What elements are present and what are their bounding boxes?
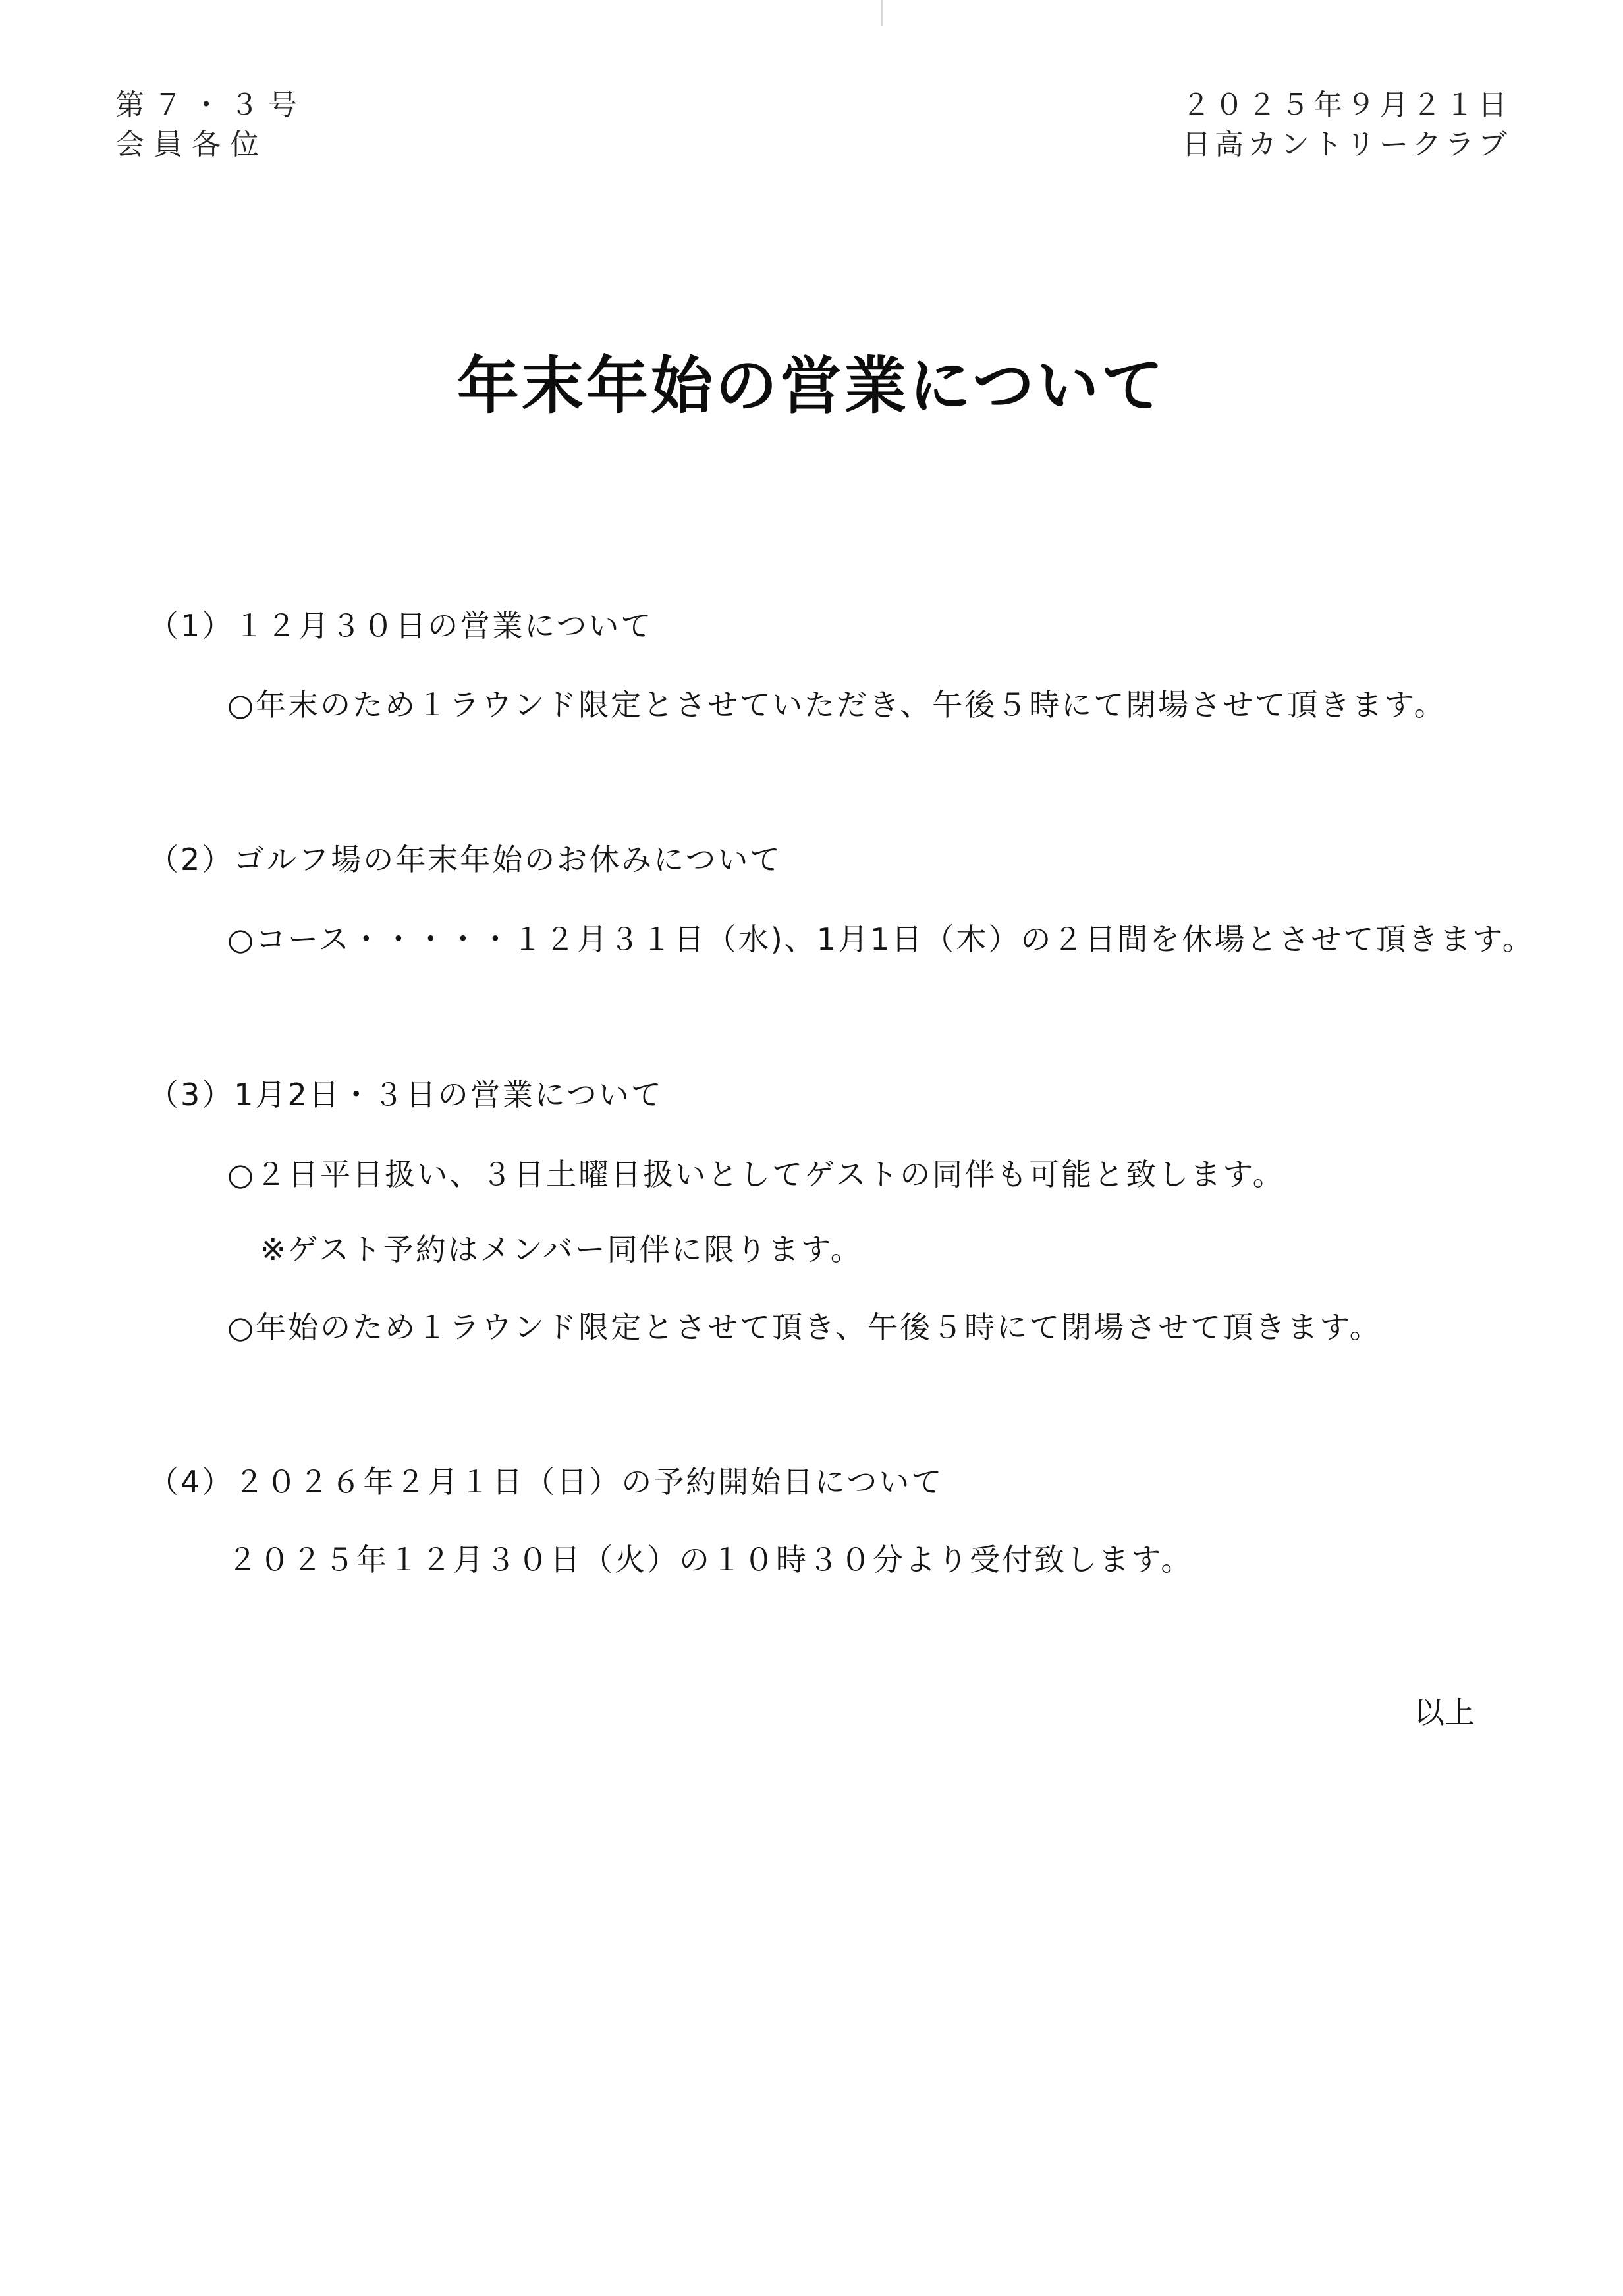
header-left [115,86,306,165]
section-2-item: ○コース・・・・・１２月３１日（水)、1月1日（木）の２日間を休場とさせて頂きます。 [227,921,1535,957]
header-right [1182,86,1511,165]
scan-artifact [881,0,883,26]
issue-date: ２０２５年９月２１日 [1182,88,1511,122]
section-3-item-2: ○年始のため１ラウンド限定とさせて頂き、午後５時にて閉場させて頂きます。 [227,1309,1382,1345]
section-3-note: ※ゲスト予約はメンバー同伴に限ります。 [260,1232,863,1267]
section-3-heading: （3）1月2日・３日の営業について [148,1077,663,1112]
issuer-name: 日高カントリークラブ [1182,128,1511,161]
document-number: 第７・３号 [115,88,306,122]
section-2-heading: （2）ゴルフ場の年末年始のお休みについて [148,842,783,877]
section-1-item: ○年末のため１ラウンド限定とさせていただき、午後５時にて閉場させて頂きます。 [227,687,1446,723]
document-title: 年末年始の営業について [456,350,1167,422]
section-4-heading: （4）２０２６年２月１日（日）の予約開始日について [148,1464,944,1500]
section-1-heading: （1）１２月３０日の営業について [148,608,653,643]
recipients: 会員各位 [115,128,268,161]
section-3-item-1: ○２日平日扱い、３日土曜日扱いとしてゲストの同伴も可能と致します。 [227,1157,1285,1192]
section-4-item: ２０２５年１２月３０日（火）の１０時３０分より受付致します。 [227,1542,1194,1577]
closing-remark: 以上 [1414,1695,1475,1730]
